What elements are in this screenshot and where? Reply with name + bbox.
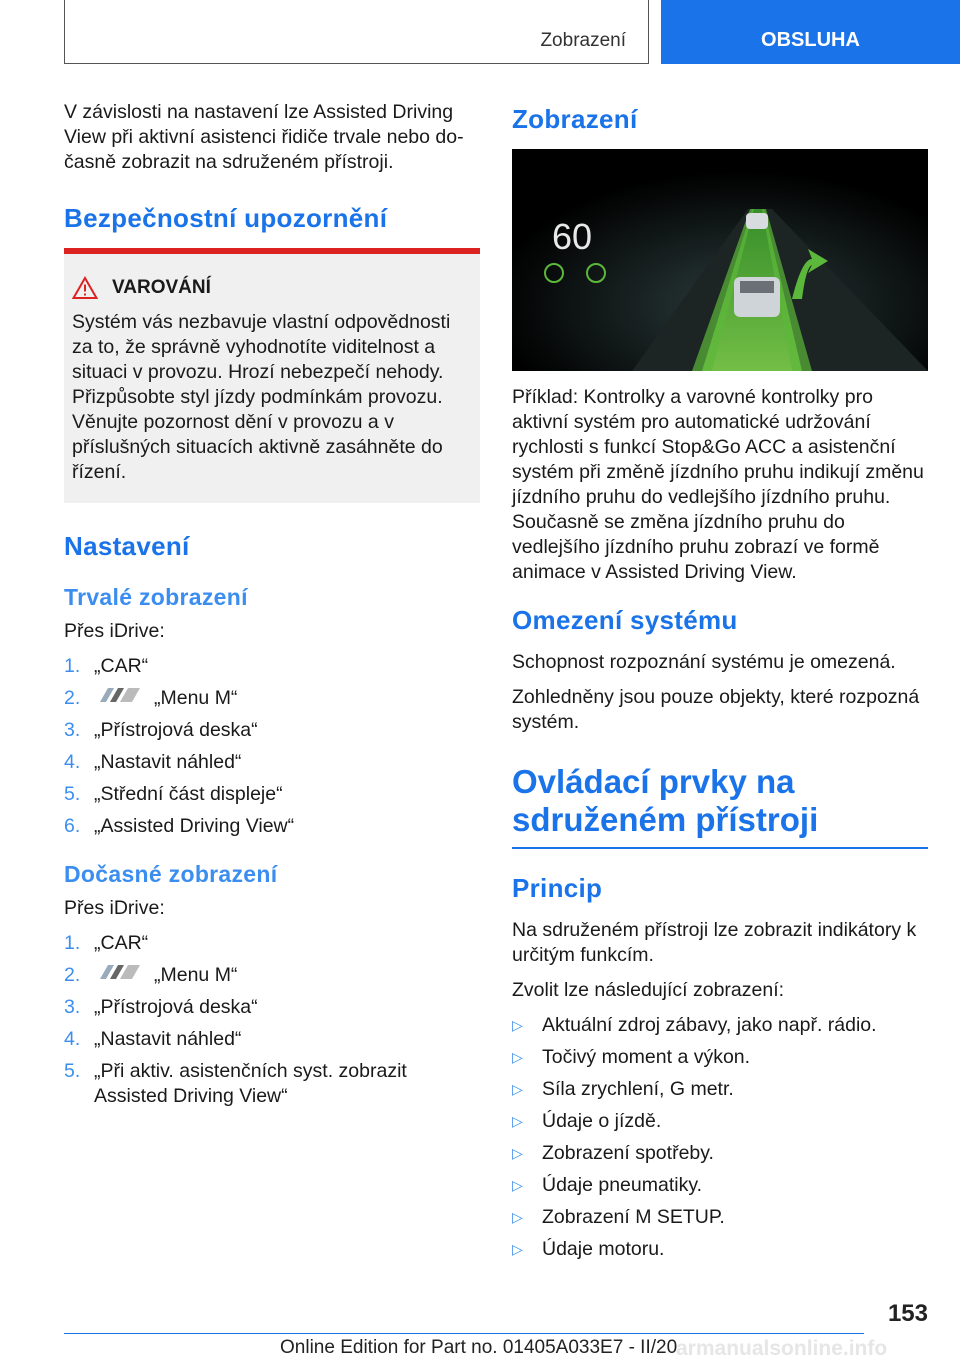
list-item: 2. „Menu M“ bbox=[64, 964, 238, 986]
footer-rule bbox=[64, 1333, 864, 1334]
display-heading: Zobrazení bbox=[512, 104, 638, 134]
limits-paragraph-2: Zohledněny jsou pouze objekty, které rozpozná systém. bbox=[512, 686, 920, 733]
list-item: ▷ Údaje o jízdě. bbox=[512, 1110, 662, 1132]
list-item: ▷ Údaje pneumatiky. bbox=[512, 1174, 703, 1196]
edition-text: Online Edition for Part no. 01405A033E7 - II/20 bbox=[280, 1337, 678, 1358]
page-number: 153 bbox=[887, 1300, 928, 1327]
list-item: 2. „Menu M“ bbox=[64, 687, 238, 709]
limits-heading: Omezení systému bbox=[512, 605, 738, 635]
section-title: Zobrazení bbox=[540, 30, 626, 51]
m-menu-icon bbox=[94, 963, 142, 981]
settings-heading: Nastavení bbox=[64, 531, 190, 561]
safety-heading: Bezpečnostní upozornění bbox=[64, 203, 388, 233]
right-column bbox=[512, 90, 928, 1269]
list-item: 4. „Nastavit náhled“ bbox=[64, 1028, 242, 1050]
controls-heading-block bbox=[512, 763, 928, 849]
triangle-bullet-icon: ▷ bbox=[512, 1241, 523, 1257]
list-item: ▷ Točivý moment a výkon. bbox=[512, 1046, 751, 1068]
warning-triangle-icon bbox=[72, 276, 98, 300]
temporary-heading: Dočasné zobrazení bbox=[64, 861, 278, 887]
warning-box bbox=[64, 248, 480, 503]
limits-paragraph-1: Schopnost rozpoznání systému je omezená. bbox=[512, 651, 896, 673]
principle-paragraph-1: Na sdruženém přístroji lze zobrazit indikátory k určitým funkcím. bbox=[512, 919, 917, 966]
list-item: 1. „CAR“ bbox=[64, 932, 149, 954]
temporary-lead: Přes iDrive: bbox=[64, 897, 165, 919]
m-menu-icon bbox=[94, 686, 142, 704]
list-item: 5. „Střední část displeje“ bbox=[64, 783, 283, 805]
triangle-bullet-icon: ▷ bbox=[512, 1113, 523, 1129]
intro-paragraph: V závislosti na nastavení lze Assisted Driving View při aktivní asistenci řidiče trvale nebo dočasně zobrazit na sdruženém přístroji. bbox=[64, 101, 464, 173]
warning-title: VAROVÁNÍ bbox=[112, 277, 211, 298]
list-item: ▷ Údaje motoru. bbox=[512, 1238, 665, 1260]
list-item: 3. „Přístrojová deska“ bbox=[64, 719, 258, 741]
warning-text: Systém vás nezbavuje vlastní odpovědnosti za to, že správně vyhodnotíte viditelnost a situaci v provozu. Hrozí nebezpečí nehody. Přizpůsobte styl jízdy podmínkám provozu. Věnujte pozornost dění v provozu a v příslušných situacích aktivně zasáhněte do řízení. bbox=[72, 311, 451, 483]
warning-title-row bbox=[72, 276, 472, 300]
left-column bbox=[64, 100, 480, 1116]
instrument-cluster-image bbox=[512, 149, 928, 371]
list-item: ▷ Aktuální zdroj zábavy, jako např. rádio. bbox=[512, 1014, 877, 1036]
triangle-bullet-icon: ▷ bbox=[512, 1209, 523, 1225]
list-item: ▷ Zobrazení spotřeby. bbox=[512, 1142, 714, 1164]
principle-heading: Princip bbox=[512, 873, 603, 903]
triangle-bullet-icon: ▷ bbox=[512, 1177, 523, 1193]
list-item: 6. „Assisted Driving View“ bbox=[64, 815, 295, 837]
temporary-steps bbox=[64, 931, 480, 1109]
principle-paragraph-2: Zvolit lze následující zobrazení: bbox=[512, 979, 785, 1001]
triangle-bullet-icon: ▷ bbox=[512, 1081, 523, 1097]
triangle-bullet-icon: ▷ bbox=[512, 1145, 523, 1161]
permanent-steps bbox=[64, 654, 480, 839]
triangle-bullet-icon: ▷ bbox=[512, 1049, 523, 1065]
triangle-bullet-icon: ▷ bbox=[512, 1017, 523, 1033]
permanent-heading: Trvalé zobrazení bbox=[64, 584, 248, 610]
controls-heading: Ovládací prvky na sdruženém přístroji bbox=[512, 763, 819, 838]
list-item: 3. „Přístrojová deska“ bbox=[64, 996, 258, 1018]
watermark: armanualsonline.info bbox=[676, 1337, 888, 1360]
list-item: ▷ Síla zrychlení, G metr. bbox=[512, 1078, 734, 1100]
list-item: 4. „Nastavit náhled“ bbox=[64, 751, 242, 773]
list-item: 1. „CAR“ bbox=[64, 655, 149, 677]
speed-readout: 60 bbox=[552, 216, 593, 257]
chapter-tab[interactable]: OBSLUHA bbox=[661, 0, 960, 64]
permanent-lead: Přes iDrive: bbox=[64, 620, 165, 642]
image-caption: Příklad: Kontrolky a varovné kontrolky pro aktivní systém pro automatické udržování rychlosti s funkcí Stop&Go ACC a asistenční systém při změně jízdního pruhu indikují změnu jízdního pruhu do vedlejšího jízdního pruhu. Současně se změna jízdního pruhu do vedlejšího jízdního pruhu zobrazí ve formě animace v Assisted Driving View. bbox=[512, 386, 924, 583]
list-item: 5. „Při aktiv. asistenčních syst. zobrazit Assisted Driving View“ bbox=[64, 1060, 407, 1107]
list-item: ▷ Zobrazení M SETUP. bbox=[512, 1206, 725, 1228]
header-frame bbox=[64, 0, 649, 64]
display-options-list bbox=[512, 1013, 928, 1262]
